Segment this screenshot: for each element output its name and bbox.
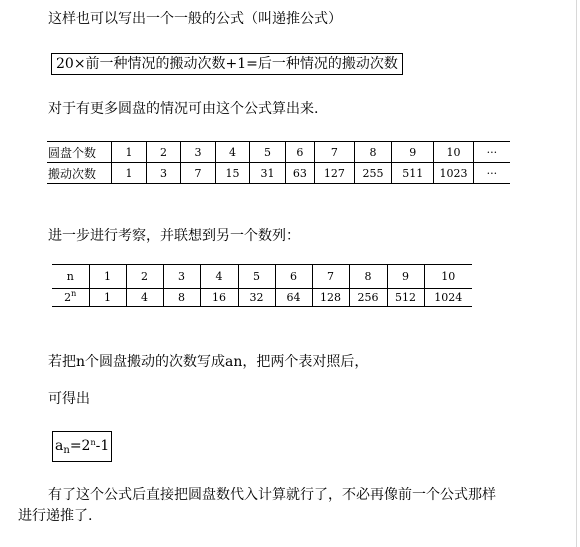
table-cell: 5 <box>250 142 286 163</box>
table-cell: 1 <box>112 163 146 184</box>
closed-form-formula: $a_n=2^n-1$ <box>52 431 112 462</box>
n-row <box>52 265 472 289</box>
move-count-row <box>47 163 510 184</box>
table-cell: 8 <box>354 142 392 163</box>
conclude-line: 可得出 <box>48 391 90 407</box>
compare-line: 若把n个圆盘搬动的次数写成an，把两个表对照后， <box>48 354 369 370</box>
table-cell: 1023 <box>434 163 474 184</box>
table-cell: 255 <box>354 163 392 184</box>
table-cell: 64 <box>275 289 312 307</box>
table-cell: 9 <box>392 142 434 163</box>
table-cell: 7 <box>181 163 215 184</box>
table-cell: 3 <box>181 142 215 163</box>
row-label: 圆盘个数 <box>47 142 112 163</box>
table-cell: 63 <box>285 163 314 184</box>
table-cell: 8 <box>349 265 387 289</box>
power-row <box>52 289 472 307</box>
table-cell: 31 <box>250 163 286 184</box>
table-cell: 4 <box>126 289 163 307</box>
table-cell: 511 <box>392 163 434 184</box>
table-cell: 8 <box>163 289 200 307</box>
final-line-1: 有了这个公式后直接把圆盘数代入计算就行了，不必再像前一个公式那样 <box>48 487 496 503</box>
table-cell: 2 <box>146 142 180 163</box>
table-cell: 10 <box>434 142 474 163</box>
table-cell: 127 <box>315 163 355 184</box>
table-cell: 1024 <box>424 289 472 307</box>
table-cell: 9 <box>387 265 424 289</box>
table-cell: 6 <box>285 142 314 163</box>
intro-line: 这样也可以写出一个一般的公式（叫递推公式） <box>48 11 342 27</box>
disc-moves-table <box>47 141 510 184</box>
table-cell: ··· <box>473 142 510 163</box>
table-cell: 32 <box>238 289 275 307</box>
table-cell: 1 <box>89 265 126 289</box>
table-cell: 6 <box>275 265 312 289</box>
recurrence-formula-box: 20×前一种情况的搬动次数+1=后一种情况的搬动次数 <box>51 53 403 75</box>
table-cell: 15 <box>215 163 249 184</box>
table-cell: 1 <box>112 142 146 163</box>
disc-count-row <box>47 142 510 163</box>
table-cell: ··· <box>473 163 510 184</box>
table-cell: 256 <box>349 289 387 307</box>
table-cell: 2 <box>126 265 163 289</box>
table-cell: 128 <box>312 289 349 307</box>
explanation-line: 对于有更多圆盘的情况可由这个公式算出来. <box>48 101 319 117</box>
table-cell: 10 <box>424 265 472 289</box>
page-edge-rule <box>576 0 577 547</box>
table-cell: 4 <box>200 265 238 289</box>
table-cell: 7 <box>315 142 355 163</box>
table-cell: 4 <box>215 142 249 163</box>
row-label: 2$^n$ <box>52 289 89 307</box>
final-line-2: 进行递推了. <box>18 508 93 524</box>
row-label: 搬动次数 <box>47 163 112 184</box>
table-cell: 3 <box>146 163 180 184</box>
table-cell: 1 <box>89 289 126 307</box>
row-label: n <box>52 265 89 289</box>
table-cell: 7 <box>312 265 349 289</box>
table-cell: 512 <box>387 289 424 307</box>
further-line: 进一步进行考察，并联想到另一个数列： <box>48 228 300 244</box>
table-cell: 16 <box>200 289 238 307</box>
table-cell: 3 <box>163 265 200 289</box>
power-table <box>52 264 472 307</box>
table-cell: 5 <box>238 265 275 289</box>
